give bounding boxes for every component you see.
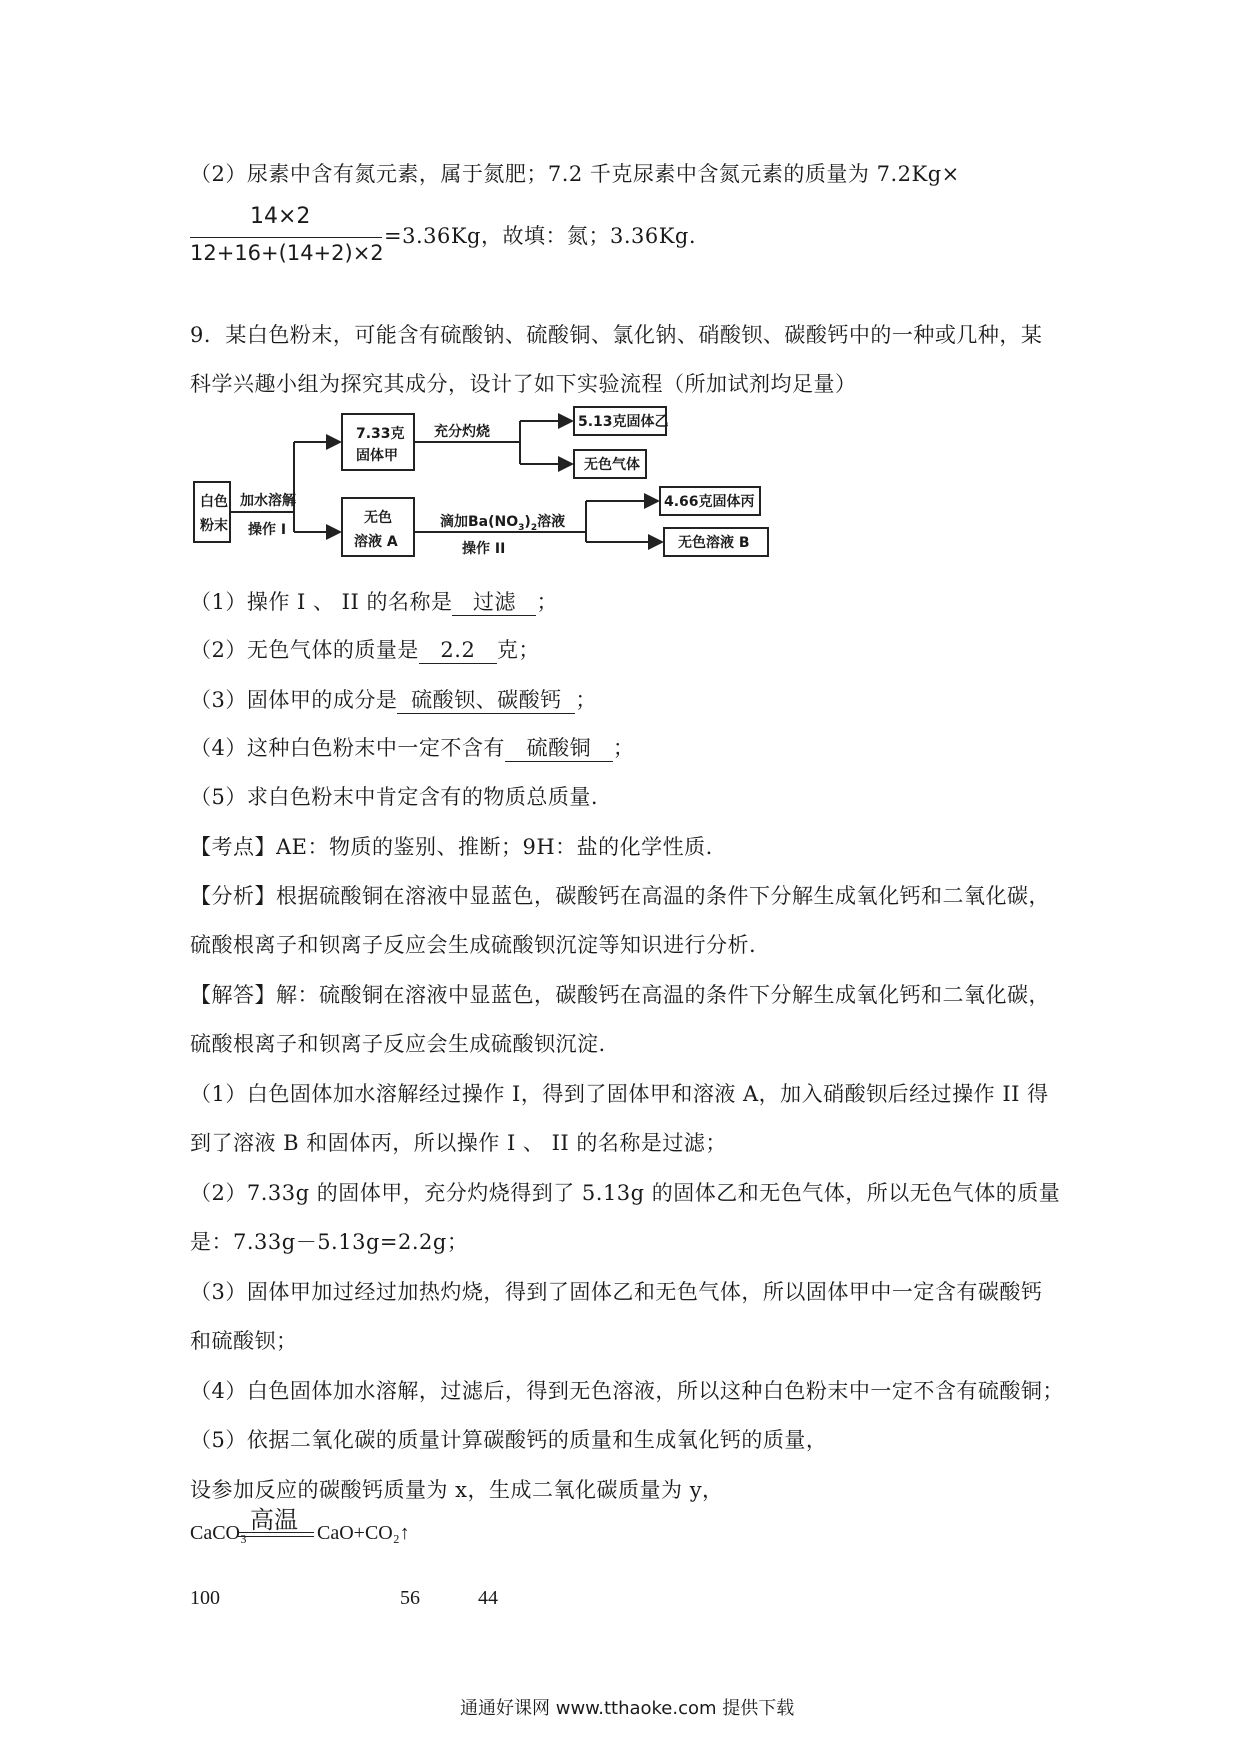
label-solid-jia-mass: 7.33克 — [356, 426, 405, 442]
setup-variables: 设参加反应的碳酸钙质量为 x，生成二氧化碳质量为 y， — [190, 1478, 724, 1502]
reactant: CaCO₃ — [190, 1522, 247, 1544]
answer-3-line2: 和硫酸钡； — [190, 1329, 298, 1353]
q9-stem-line2: 科学兴趣小组为探究其成分，设计了如下实验流程（所加试剂均足量） — [190, 372, 857, 396]
label-gas: 无色气体 — [584, 457, 640, 473]
label-solution-a-1: 无色 — [364, 510, 392, 526]
equals-line-top — [237, 1532, 314, 1533]
subq-1: （1）操作 I 、 II 的名称是 过滤 ； — [190, 590, 558, 614]
answer-blank-1: 过滤 — [452, 589, 536, 616]
answer-1-line1: （1）白色固体加水溶解经过操作 I，得到了固体甲和溶液 A，加入硝酸钡后经过操作 II 得 — [190, 1082, 1049, 1106]
prev-answer-line: （2）尿素中含有氮元素，属于氮肥；7.2 千克尿素中含氮元素的质量为 7.2Kg× — [190, 162, 960, 186]
q9-stem-line1: 9．某白色粉末，可能含有硫酸钠、硫酸铜、氯化钠、硝酸钡、碳酸钙中的一种或几种，某 — [190, 323, 1043, 347]
label-solid-jia: 固体甲 — [356, 448, 398, 464]
label-white-powder-2: 粉末 — [200, 518, 228, 534]
molar-mass-caco3: 100 — [190, 1587, 220, 1609]
label-operation-2: 操作 II — [462, 541, 506, 557]
molar-mass-cao: 56 — [400, 1587, 420, 1609]
label-white-powder-1: 白色 — [200, 494, 228, 510]
fraction-denominator: 12+16+(14+2)×2 — [190, 241, 384, 265]
answer-blank-4: 硫酸铜 — [505, 735, 613, 762]
equals-line-bottom — [237, 1536, 314, 1537]
answer-4: （4）白色固体加水溶解，过滤后，得到无色溶液，所以这种白色粉末中一定不含有硫酸铜； — [190, 1379, 1064, 1403]
jieda-line2: 硫酸根离子和钡离子反应会生成硫酸钡沉淀. — [190, 1032, 606, 1056]
fenxi-line2: 硫酸根离子和钡离子反应会生成硫酸钡沉淀等知识进行分析. — [190, 933, 757, 957]
fraction-numerator: 14×2 — [250, 204, 311, 229]
fraction-result: =3.36Kg，故填：氮；3.36Kg. — [384, 224, 697, 248]
label-add-water: 加水溶解 — [240, 493, 296, 509]
answer-2-line2: 是：7.33g－5.13g=2.2g； — [190, 1230, 469, 1254]
answer-5: （5）依据二氧化碳的质量计算碳酸钙的质量和生成氧化钙的质量， — [190, 1428, 828, 1452]
answer-blank-2: 2.2 — [419, 637, 497, 664]
label-burn: 充分灼烧 — [434, 424, 490, 440]
label-solution-a-2: 溶液 A — [354, 534, 398, 550]
answer-3-line1: （3）固体甲加过经过加热灼烧，得到了固体乙和无色气体，所以固体甲中一定含有碳酸钙 — [190, 1280, 1043, 1304]
label-solid-bing: 4.66克固体丙 — [664, 494, 755, 510]
label-add-reagent: 滴加$Ba(NO_3)_2$溶液 — [440, 514, 566, 533]
subq-3: （3）固体甲的成分是 硫酸钡、碳酸钙 ； — [190, 688, 597, 712]
label-solid-yi: 5.13克固体乙 — [578, 414, 669, 430]
page-footer: 通通好课网 www.tthaoke.com 提供下载 — [460, 1698, 795, 1719]
subq-2: （2）无色气体的质量是 2.2 克； — [190, 638, 540, 662]
fraction-bar — [190, 237, 382, 238]
experiment-flowchart — [190, 402, 790, 572]
label-solution-b: 无色溶液 B — [678, 535, 750, 551]
fenxi-line1: 【分析】根据硫酸铜在溶液中显蓝色，碳酸钙在高温的条件下分解生成氧化钙和二氧化碳， — [190, 884, 1050, 908]
molar-mass-co2: 44 — [478, 1587, 498, 1609]
answer-blank-3: 硫酸钡、碳酸钙 — [397, 687, 575, 714]
reaction-condition: 高温 — [250, 1506, 298, 1534]
kaodian: 【考点】AE：物质的鉴别、推断；9H：盐的化学性质. — [190, 835, 713, 859]
jieda-line1: 【解答】解：硫酸铜在溶液中显蓝色，碳酸钙在高温的条件下分解生成氧化钙和二氧化碳， — [190, 983, 1050, 1007]
products: CaO+CO₂↑ — [317, 1522, 410, 1544]
subq-5: （5）求白色粉末中肯定含有的物质总质量. — [190, 785, 599, 809]
answer-2-line1: （2）7.33g 的固体甲，充分灼烧得到了 5.13g 的固体乙和无色气体，所以无色气体的质量 — [190, 1181, 1061, 1205]
subq-4: （4）这种白色粉末中一定不含有 硫酸铜 ； — [190, 736, 635, 760]
answer-1-line2: 到了溶液 B 和固体丙，所以操作 I 、 II 的名称是过滤； — [190, 1131, 727, 1155]
label-operation-1: 操作 I — [248, 522, 287, 538]
